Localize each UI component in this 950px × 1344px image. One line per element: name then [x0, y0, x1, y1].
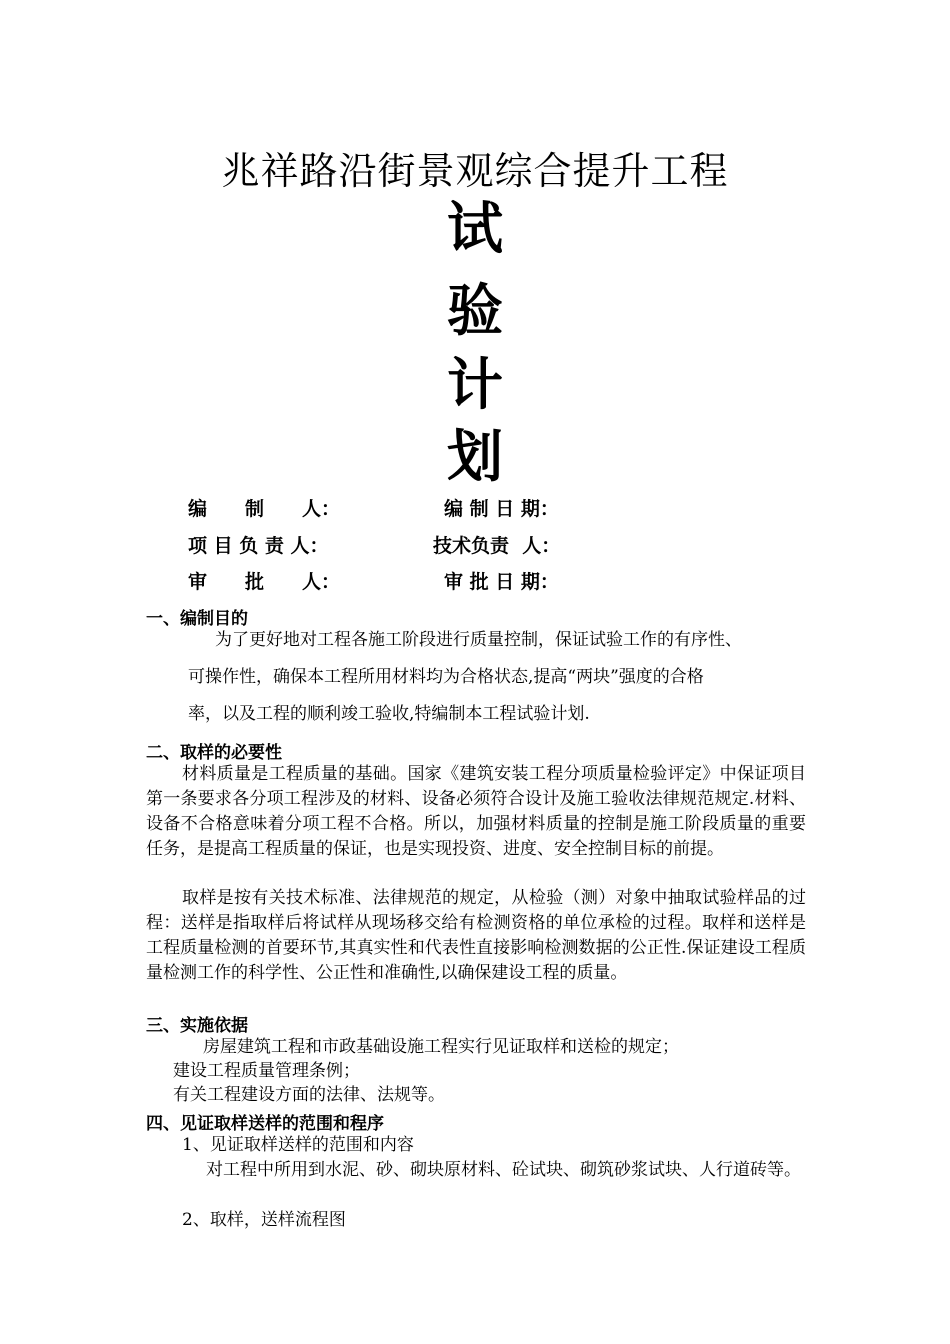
section-1-line-3: 率，以及工程的顺利竣工验收,特编制本工程试验计划. — [188, 704, 590, 724]
section-2-paragraph-1: 材料质量是工程质量的基础。国家《建筑安装工程分项质量检验评定》中保证项目第一条要求各分项工程涉及的材料、设备必须符合设计及施工验收法律规范规定.材料、设备不合格意味着分项工程不合格。所以，加强材料质量的控制是施工阶段质量的重要任务，是提高工程质量的保证，也是实现投资、进度、安全控制目标的前提。 — [146, 764, 806, 859]
section-1-line-2: 可操作性，确保本工程所用材料均为合格状态,提高“两块”强度的合格 — [188, 667, 704, 687]
section-3-line-1: 房屋建筑工程和市政基础设施工程实行见证取样和送检的规定； — [203, 1037, 679, 1057]
section-1-line-1: 为了更好地对工程各施工阶段进行质量控制，保证试验工作的有序性、 — [215, 630, 742, 650]
section-4-heading: 四、见证取样送样的范围和程序 — [146, 1114, 384, 1134]
project-lead-label: 项 目 负 责 人： — [188, 535, 329, 557]
approver-label: 审 批 人： — [188, 571, 341, 593]
section-3-line-3: 有关工程建设方面的法律、法规等。 — [173, 1085, 445, 1105]
section-2-heading: 二、取样的必要性 — [146, 743, 282, 763]
section-2-paragraph-2: 取样是按有关技术标准、法律规范的规定，从检验（测）对象中抽取试验样品的过程：送样是指取样后将试样从现场移交给有检测资格的单位承检的过程。取样和送样是工程质量检测的首要环节,其真实性和代表性直接影响检测数据的公正性.保证建设工程质量检测工作的科学性、公正性和准确性,以确保建设工程的质量。 — [146, 888, 806, 983]
compiler-label: 编 制 人： — [188, 498, 341, 520]
document-title: 兆祥路沿街景观综合提升工程 — [221, 149, 729, 193]
big-title-char-1: 试 — [447, 197, 503, 262]
compile-date-label: 编 制 日 期： — [444, 498, 559, 520]
big-title-char-4: 划 — [447, 425, 503, 490]
section-4-sub-1: 1、见证取样送样的范围和内容 — [182, 1135, 414, 1155]
section-4-sub-2: 2、取样，送样流程图 — [182, 1210, 346, 1230]
section-1-heading: 一、编制目的 — [146, 609, 248, 629]
section-3-line-2: 建设工程质量管理条例； — [173, 1061, 360, 1081]
big-title-char-2: 验 — [447, 279, 503, 344]
approve-date-label: 审 批 日 期： — [444, 571, 559, 593]
section-3-heading: 三、实施依据 — [146, 1016, 248, 1036]
big-title-char-3: 计 — [447, 353, 503, 418]
section-4-sub-1-text: 对工程中所用到水泥、砂、砌块原材料、砼试块、砌筑砂浆试块、人行道砖等。 — [206, 1160, 801, 1180]
tech-lead-label: 技术负责 人： — [433, 535, 561, 557]
